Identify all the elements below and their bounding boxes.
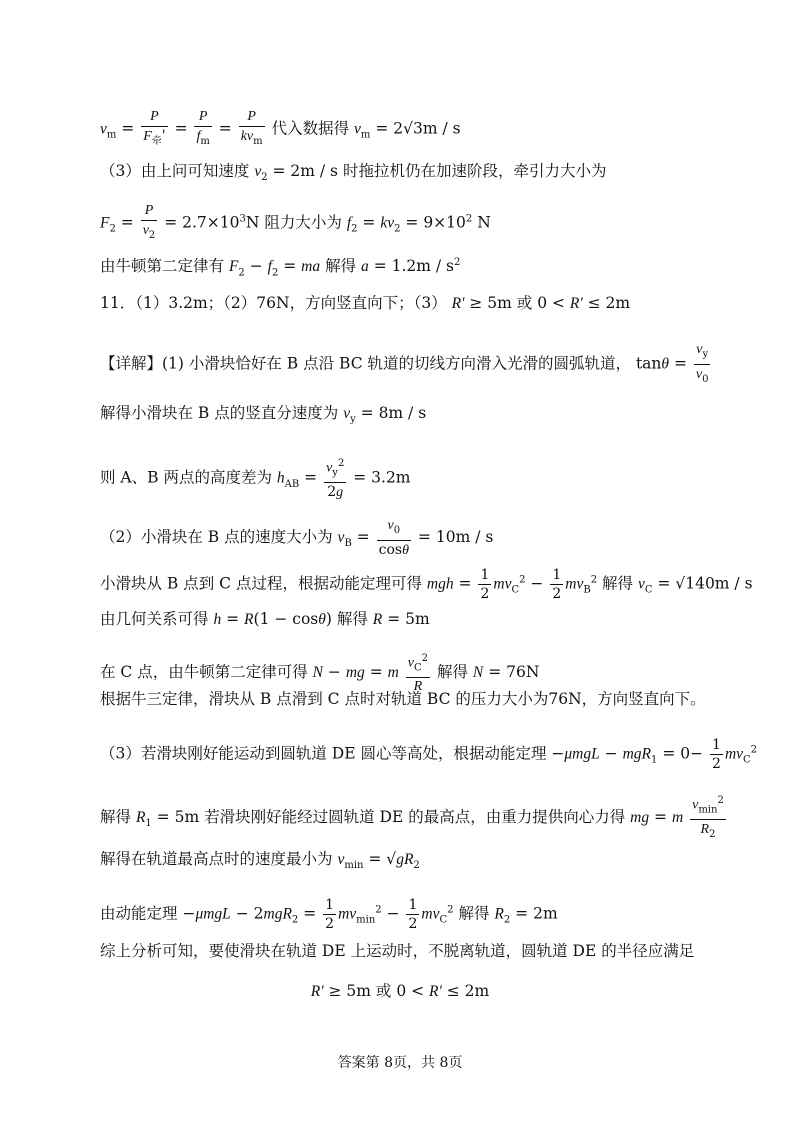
line-vb: （2）小滑块在 B 点的速度大小为 $v_B$ = $\frac{v_0}{\cos\theta}$ = 10m / s [100, 518, 494, 558]
line-r2: 由动能定理 −μmgL − 2mgR$_2$ = $\frac{1}{2}$ $mv_{min}^2$ − $\frac{1}{2}$ $mv_C^2$ 解得 $R_2 = 2m$ [100, 897, 558, 932]
line-final-answer: R' ≥ 5m 或 0 < R' ≤ 2m [310, 982, 490, 1000]
line-newton: 由牛顿第二定律有 $F_2 - f_2$ = ma 解得 $a = 1.2m / s^2$ [100, 257, 461, 279]
line-part3-detail: （3）若滑块刚好能运动到圆轨道 DE 圆心等高处，根据动能定理 −μmgL − mgR$_1$ = 0− $\frac{1}{2}$ $mv_C^2$ [100, 737, 758, 772]
line-hab: 则 A、B 两点的高度差为 $h_{AB}$ = $\frac{v_y^2}{2g}$ = 3.2m [100, 455, 720, 502]
line-detail1: 【详解】(1) 小滑块恰好在 B 点沿 BC 轨道的切线方向滑入光滑的圆弧轨道， tanθ = $\frac{v_y}{v_0}$ [100, 342, 709, 385]
line-energy-bc: 小滑块从 B 点到 C 点过程，根据动能定理可得 mgh = $\frac{1}{2}$ $mv_C^2$ − $\frac{1}{2}$ $mv_B^2$ 解得 $v_C = √140m / s$ [100, 567, 753, 602]
line-vm: $v_m$ = $\frac{P}{F_牵'}$ = $\frac{P}{f_m}$ = $\frac{P}{kv_m}$ 代入数据得 $v_m = 2√3m / s$ [100, 109, 461, 147]
line-part3: （3）由上问可知速度 $v_2 = 2m / s$ 时拖拉机仍在加速阶段，牵引力大小为 [100, 162, 607, 184]
line-f2: $F_2$ = $\frac{P}{v_2}$ = $2.7\times 10^3N$ 阻力大小为 $f_2 = kv_2 = 9\times 10^2$ N [100, 203, 491, 241]
line-geometry: 由几何关系可得 h = R(1 − cosθ) 解得 R = 5m [100, 610, 430, 628]
line-normal-force: 在 C 点，由牛顿第二定律可得 N − mg = m $\frac{v_C^2}{R}$ 解得 N = 76N [100, 650, 720, 696]
line-third-law: 根据牛三定律，滑块从 B 点滑到 C 点时对轨道 BC 的压力大小为76N，方向竖直向下。 [100, 690, 706, 708]
line-vmin: 解得在轨道最高点时的速度最小为 $v_{min} = √gR_2$ [100, 850, 420, 872]
line-q11: 11．（1）3.2m；（2）76N，方向竖直向下；（3） R' ≥ 5m 或 0 < R' ≤ 2m [100, 294, 631, 312]
line-summary: 综上分析可知，要使滑块在轨道 DE 上运动时，不脱离轨道，圆轨道 DE 的半径应满足 [100, 942, 695, 960]
page-footer: 答案第 8页，共 8页 [337, 1055, 463, 1071]
line-r1: 解得 $R_1 = 5m$ 若滑块刚好能经过圆轨道 DE 的最高点，由重力提供向心力得 mg = m $\frac{v_{min}^2}{R_2}$ [100, 792, 720, 844]
line-vy: 解得小滑块在 B 点的竖直分速度为 $v_y = 8m / s$ [100, 404, 427, 426]
